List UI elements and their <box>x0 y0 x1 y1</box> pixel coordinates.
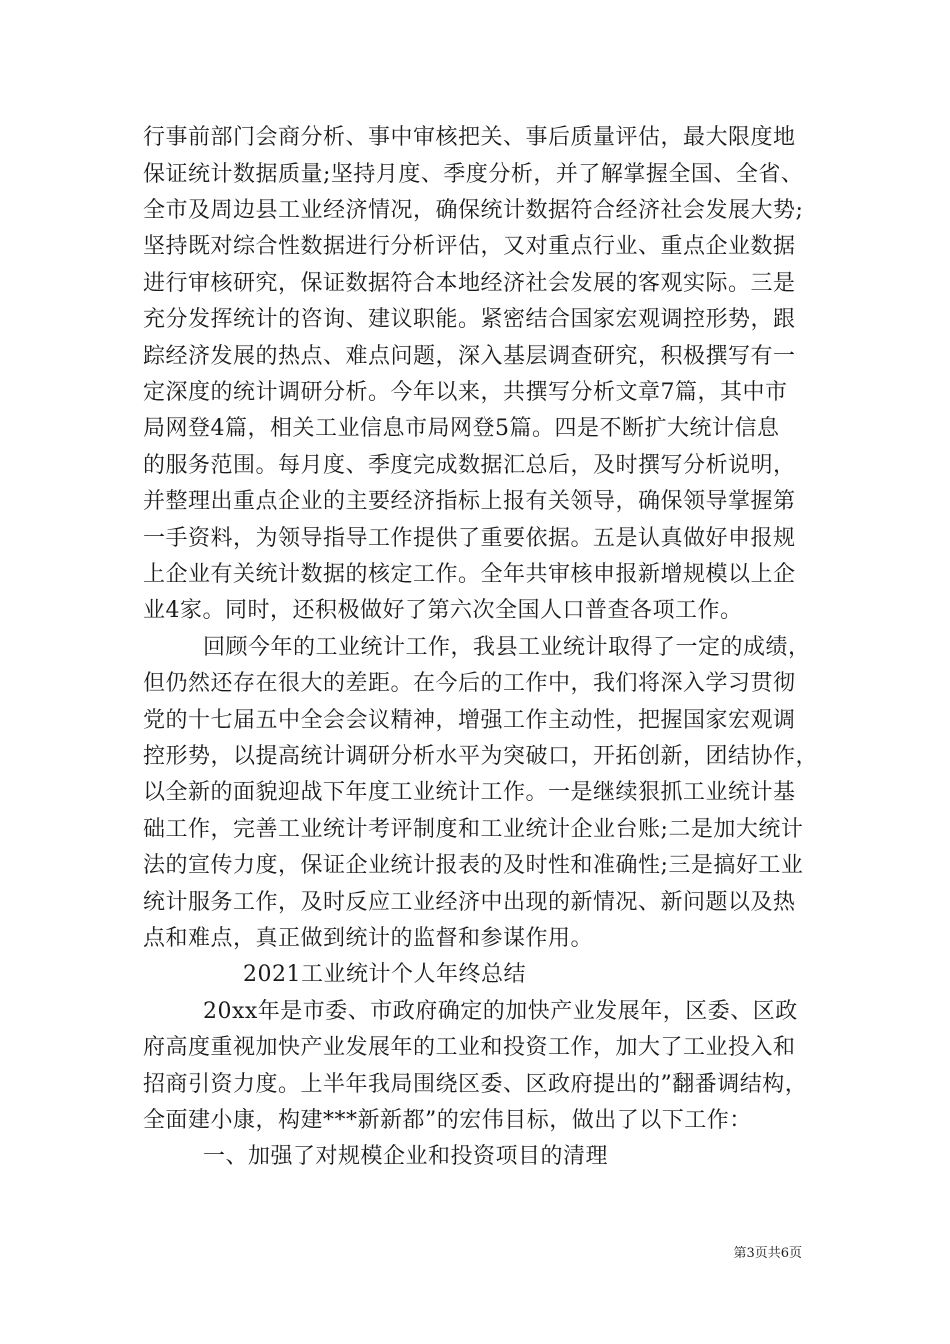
text-line: 招商引资力度。上半年我局围绕区委、区政府提出的”翻番调结构， <box>143 1072 808 1097</box>
text-line: 全市及周边县工业经济情况，确保统计数据符合经济社会发展大势; <box>143 198 804 223</box>
subheading: 一、加强了对规模企业和投资项目的清理 <box>203 1144 609 1169</box>
text-line: 保证统计数据质量;坚持月度、季度分析，并了解掌握全国、全省、 <box>143 162 804 187</box>
text-line: 全面建小康，构建***新新都”的宏伟目标，做出了以下工作： <box>143 1108 752 1133</box>
text-line: 定深度的统计调研分析。今年以来，共撰写分析文章7篇，其中市 <box>143 380 788 405</box>
text-line: 充分发挥统计的咨询、建议职能。紧密结合国家宏观调控形势，跟 <box>143 307 796 332</box>
text-line: 进行审核研究，保证数据符合本地经济社会发展的客观实际。三是 <box>143 271 796 296</box>
text-line: 法的宣传力度，保证企业统计报表的及时性和准确性;三是搞好工业 <box>143 853 804 878</box>
paragraph-first-line: 20xx年是市委、市政府确定的加快产业发展年，区委、区政 <box>203 999 798 1024</box>
text-line: 但仍然还存在很大的差距。在今后的工作中，我们将深入学习贯彻 <box>143 671 796 696</box>
text-line: 一手资料，为领导指导工作提供了重要依据。五是认真做好申报规 <box>143 526 796 551</box>
text-line: 上企业有关统计数据的核定工作。全年共审核申报新增规模以上企 <box>143 562 796 587</box>
text-line: 控形势，以提高统计调研分析水平为突破口，开拓创新，团结协作， <box>143 744 819 769</box>
text-line: 坚持既对综合性数据进行分析评估，又对重点行业、重点企业数据 <box>143 234 796 259</box>
text-line: 点和难点，真正做到统计的监督和参谋作用。 <box>143 926 594 951</box>
text-line: 党的十七届五中全会会议精神，增强工作主动性，把握国家宏观调 <box>143 708 796 733</box>
paragraph-first-line: 回顾今年的工业统计工作，我县工业统计取得了一定的成绩， <box>203 635 811 660</box>
text-line: 础工作，完善工业统计考评制度和工业统计企业台账;二是加大统计 <box>143 817 804 842</box>
text-line: 行事前部门会商分析、事中审核把关、事后质量评估，最大限度地 <box>143 125 796 150</box>
text-line: 的服务范围。每月度、季度完成数据汇总后，及时撰写分析说明， <box>143 453 796 478</box>
text-line: 并整理出重点企业的主要经济指标上报有关领导，确保领导掌握第 <box>143 489 796 514</box>
section-title: 2021工业统计个人年终总结 <box>243 962 526 987</box>
text-line: 以全新的面貌迎战下年度工业统计工作。一是继续狠抓工业统计基 <box>143 780 796 805</box>
text-line: 统计服务工作，及时反应工业经济中出现的新情况、新问题以及热 <box>143 890 796 915</box>
text-line: 业4家。同时，还积极做好了第六次全国人口普查各项工作。 <box>143 598 743 623</box>
text-line: 踪经济发展的热点、难点问题，深入基层调查研究，积极撰写有一 <box>143 344 796 369</box>
page-number: 第3页共6页 <box>733 1246 802 1261</box>
text-line: 局网登4篇，相关工业信息市局网登5篇。四是不断扩大统计信息 <box>143 416 780 441</box>
text-line: 府高度重视加快产业发展年的工业和投资工作，加大了工业投入和 <box>143 1035 796 1060</box>
